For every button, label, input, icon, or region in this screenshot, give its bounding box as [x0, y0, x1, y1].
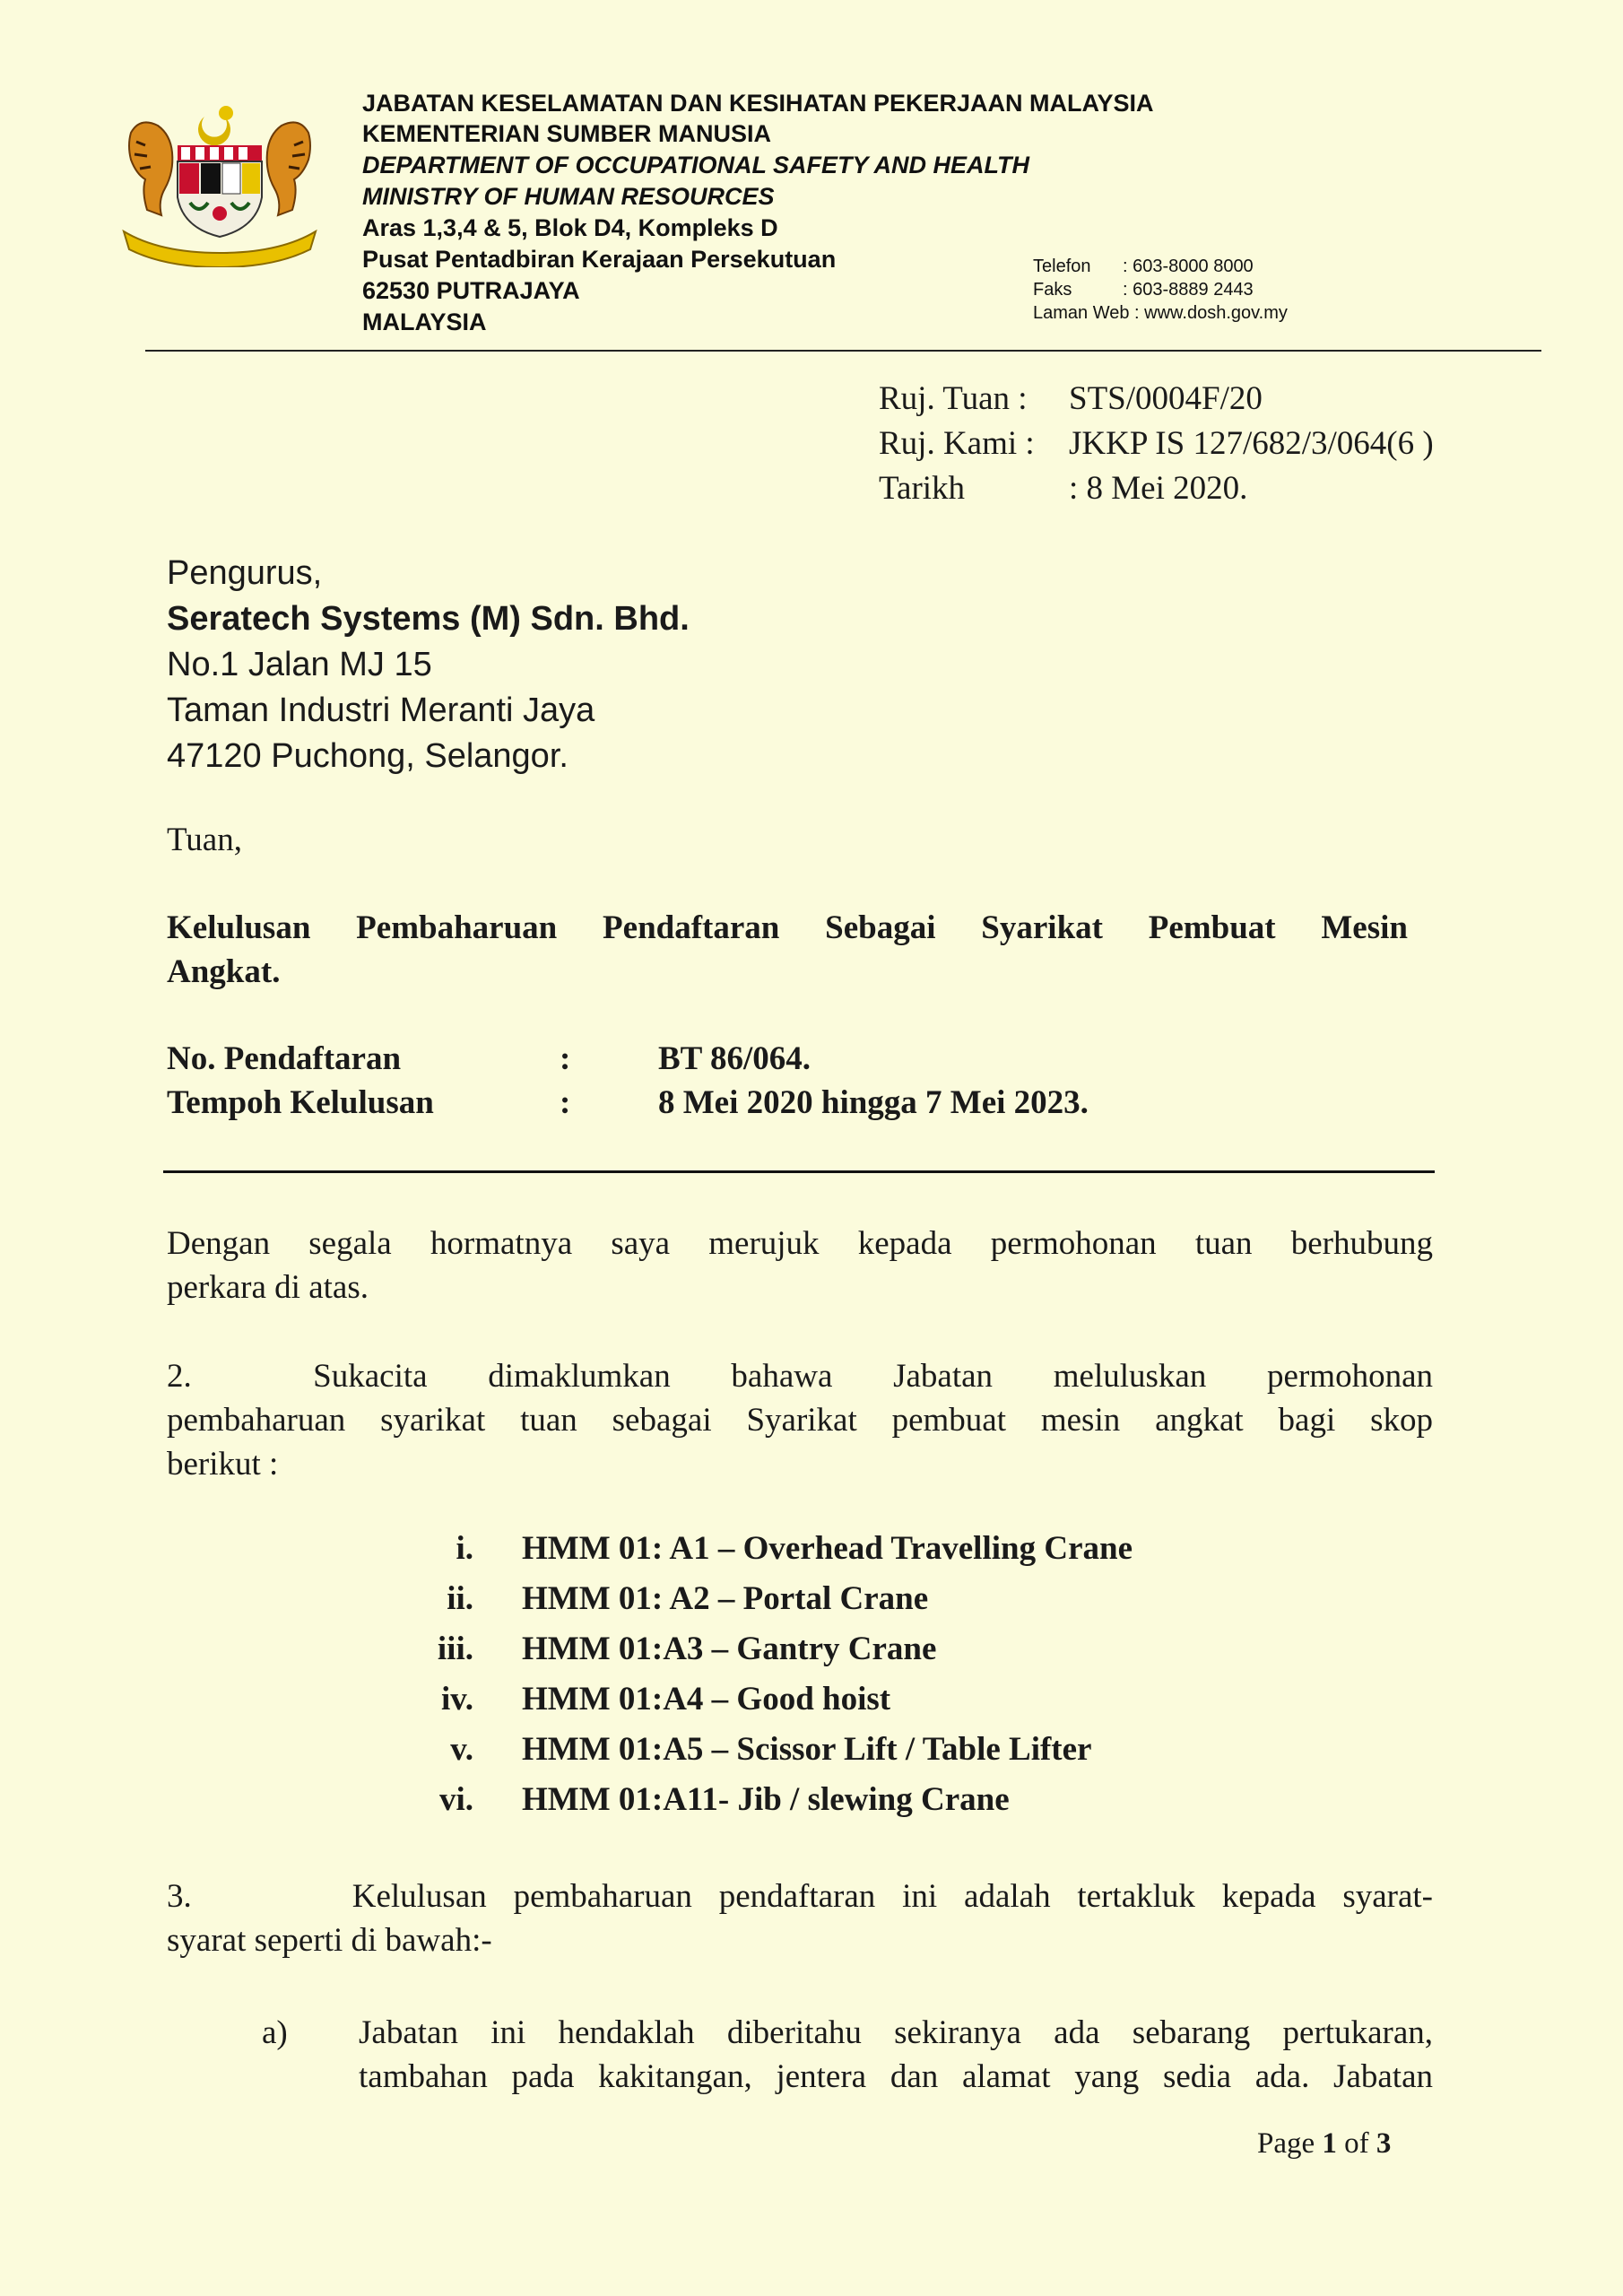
approval-period-label: Tempoh Kelulusan	[167, 1084, 434, 1121]
paragraph-3-line2: syarat seperti di bawah:-	[167, 1922, 492, 1959]
contact-fax: Faks : 603-8889 2443	[1033, 280, 1254, 300]
scope-item-text: HMM 01:A5 – Scissor Lift / Table Lifter	[522, 1731, 1092, 1768]
reference-block	[879, 377, 1434, 511]
paragraph-3	[167, 1874, 1433, 1962]
letterhead-ministry-malay: KEMENTERIAN SUMBER MANUSIA	[362, 120, 772, 147]
recipient-address-line2: Taman Industri Meranti Jaya	[167, 691, 595, 729]
scope-item-text: HMM 01:A11- Jib / slewing Crane	[522, 1781, 1010, 1818]
registration-no-colon: :	[560, 1040, 571, 1077]
scope-item-text: HMM 01: A1 – Overhead Travelling Crane	[522, 1530, 1133, 1567]
scope-list	[0, 1526, 1623, 1831]
contact-phone: Telefon : 603-8000 8000	[1033, 257, 1254, 276]
scope-item-number: ii.	[447, 1580, 473, 1617]
registration-no-value: BT 86/064.	[658, 1040, 811, 1077]
letterhead-address-line1: Aras 1,3,4 & 5, Blok D4, Kompleks D	[362, 214, 778, 241]
approval-period-colon: :	[560, 1084, 571, 1121]
letterhead-address-line4: MALAYSIA	[362, 309, 487, 335]
condition-a-label: a)	[262, 2014, 288, 2051]
letterhead-divider	[145, 350, 1541, 352]
approval-period-value: 8 Mei 2020 hingga 7 Mei 2023.	[658, 1084, 1089, 1121]
subject-divider	[163, 1170, 1435, 1173]
letterhead-ministry-english: MINISTRY OF HUMAN RESOURCES	[362, 183, 775, 210]
registration-no-label: No. Pendaftaran	[167, 1040, 402, 1077]
letterhead-address-line2: Pusat Pentadbiran Kerajaan Persekutuan	[362, 246, 837, 273]
scope-item-number: vi.	[438, 1781, 473, 1818]
paragraph-2-line2: pembaharuan syarikat tuan sebagai Syarikat pembuat mesin angkat bagi skop	[167, 1402, 1433, 1439]
letterhead-dept-malay: JABATAN KESELAMATAN DAN KESIHATAN PEKERJAAN MALAYSIA	[362, 90, 1154, 117]
scope-item-text: HMM 01:A4 – Good hoist	[522, 1681, 891, 1718]
subject-line2: Angkat.	[167, 953, 281, 990]
subject-block	[167, 906, 1408, 994]
paragraph-2	[167, 1354, 1433, 1486]
recipient-title: Pengurus,	[167, 554, 323, 592]
paragraph-3-line1: 3. Kelulusan pembaharuan pendaftaran ini adalah tertakluk kepada syarat-	[167, 1878, 1433, 1915]
condition-a	[359, 2011, 1433, 2099]
scope-item-text: HMM 01: A2 – Portal Crane	[522, 1580, 929, 1617]
scope-item-number: iii.	[437, 1631, 473, 1667]
letterhead-dept-english: DEPARTMENT OF OCCUPATIONAL SAFETY AND HEALTH	[362, 152, 1030, 178]
salutation: Tuan,	[167, 822, 242, 858]
letter-date: Tarikh : 8 Mei 2020.	[879, 470, 1248, 507]
subject-line1: Kelulusan Pembaharuan Pendaftaran Sebagai Syarikat Pembuat Mesin	[167, 909, 1408, 946]
recipient-address-line3: 47120 Puchong, Selangor.	[167, 737, 568, 775]
scope-item-number: iv.	[441, 1681, 473, 1718]
recipient-address-line1: No.1 Jalan MJ 15	[167, 646, 432, 683]
paragraph-2-line1: 2. Sukacita dimaklumkan bahawa Jabatan meluluskan permohonan	[167, 1358, 1433, 1395]
contact-web: Laman Web : www.dosh.gov.my	[1033, 303, 1288, 323]
scope-item-number: i.	[456, 1530, 473, 1567]
coat-of-arms-logo	[115, 97, 325, 267]
paragraph-1	[167, 1222, 1433, 1309]
recipient-company: Seratech Systems (M) Sdn. Bhd.	[167, 600, 690, 638]
scope-item-text: HMM 01:A3 – Gantry Crane	[522, 1631, 937, 1667]
letterhead-address-line3: 62530 PUTRAJAYA	[362, 277, 580, 304]
condition-a-line1: Jabatan ini hendaklah diberitahu sekiranya ada sebarang pertukaran,	[359, 2014, 1433, 2051]
page-number: Page 1 of 3	[1257, 2127, 1392, 2160]
paragraph-1-line1: Dengan segala hormatnya saya merujuk kepada permohonan tuan berhubung	[167, 1225, 1433, 1262]
scope-item-number: v.	[450, 1731, 473, 1768]
paragraph-1-line2: perkara di atas.	[167, 1269, 369, 1306]
contact-block	[1033, 255, 1288, 325]
condition-a-line2: tambahan pada kakitangan, jentera dan alamat yang sedia ada. Jabatan	[359, 2058, 1433, 2095]
recipient-block	[167, 551, 690, 779]
our-reference: Ruj. Kami : JKKP IS 127/682/3/064(6 )	[879, 425, 1434, 462]
paragraph-2-line3: berikut :	[167, 1446, 279, 1483]
your-reference: Ruj. Tuan : STS/0004F/20	[879, 380, 1263, 417]
